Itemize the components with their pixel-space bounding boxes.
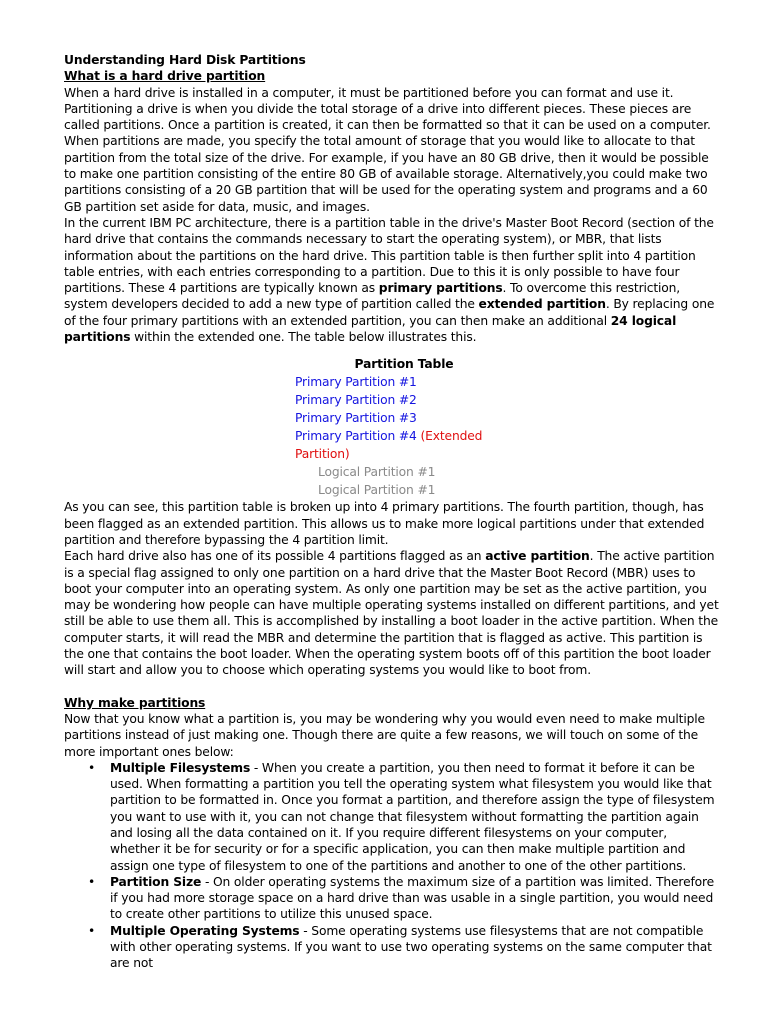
- logical-partition-1: Logical Partition #1: [318, 465, 436, 480]
- paragraph-2-text-e: . By replacing one of the four primary partitions with an extended partition, you can then make an additional: [64, 297, 715, 328]
- term-active-partition: active partition: [485, 549, 590, 564]
- list-item-text: - On older operating systems the maximum size of a partition was limited. Therefore if you had more storage space on a hard drive than was usable in a single partition, you would need to create other partitions to utilize this unused space.: [110, 874, 715, 922]
- list-item-term: Partition Size: [110, 874, 202, 889]
- section-heading-why-partitions: Why make partitions: [64, 695, 206, 710]
- primary-partition-3: Primary Partition #3: [295, 411, 417, 426]
- paragraph-2-text-g: within the extended one. The table below illustrates this.: [130, 330, 477, 345]
- list-item: [110, 923, 720, 972]
- term-extended-partition: extended partition: [478, 297, 606, 312]
- list-item-term: Multiple Filesystems: [110, 760, 251, 775]
- list-item: [110, 874, 720, 923]
- paragraph-5: Now that you know what a partition is, you may be wondering why you would even need to make multiple partitions instead of just making one. Though there are quite a few reasons, we will touch on some of the more important ones below:: [64, 711, 705, 759]
- paragraph-4-text-c: . The active partition is a special flag assigned to only one partition on a hard drive that the Master Boot Record (MBR) uses to boot your computer into an operating system. As only one partition may be set as the active partition, you may be wondering how people can have multiple operating systems installed on different partitions, and yet still be able to use them all. This is accomplished by installing a boot loader in the active partition. When the computer starts, it will read the MBR and determine the partition that is flagged as active. This partition is the one that contains the boot loader. When the operating system boots off of this partition the boot loader will start and allow you to choose which operating systems you would like to boot from.: [64, 549, 719, 678]
- partition-table-title: Partition Table: [354, 357, 454, 372]
- paragraph-4: [64, 548, 720, 678]
- extended-partition-label: (Extended Partition): [295, 429, 483, 462]
- paragraph-1: When a hard drive is installed in a computer, it must be partitioned before you can format and use it. Partitioning a drive is when you divide the total storage of a drive into different pieces. These pieces are called partitions. Once a partition is created, it can then be formatted so that it can be used on a computer. When partitions are made, you specify the total amount of storage that you would like to allocate to that partition from the total size of the drive. For example, if you have an 80 GB drive, then it would be possible to make one partition consisting of the entire 80 GB of available storage. Alternatively,you could make two partitions consisting of a 20 GB partition that will be used for the operating system and programs and a 60 GB partition set aside for data, music, and images.: [64, 85, 711, 214]
- list-item-text: - When you create a partition, you then need to format it before it can be used. When formatting a partition you tell the operating system what filesystem you would like that partition to be formatted in. Once you format a partition, and therefore assign the type of filesystem you want to use with it, you can not change that filesystem without formatting the partition again and losing all the data contained on it. If you require different filesystems on your computer, whether it be for security or for a specific application, you can then make multiple partition and assign one type of filesystem to one of the partitions and another to one of the other partitions.: [110, 760, 715, 873]
- partition-table: [295, 355, 495, 499]
- paragraph-3: As you can see, this partition table is broken up into 4 primary partitions. The fourth partition, though, has been flagged as an extended partition. This allows us to make more logical partitions under that extended partition and therefore bypassing the 4 partition limit.: [64, 500, 705, 547]
- section-heading-what-is-partition: What is a hard drive partition: [64, 69, 266, 84]
- document-body: [64, 52, 720, 972]
- list-item-text: - Some operating systems use filesystems that are not compatible with other operating systems. If you want to use two operating systems on the same computer that are not: [110, 923, 712, 971]
- list-item-term: Multiple Operating Systems: [110, 923, 300, 938]
- primary-partition-4-row: [295, 427, 495, 463]
- logical-partition-2: Logical Partition #1: [318, 483, 436, 498]
- spacer: [64, 679, 720, 695]
- document-title: Understanding Hard Disk Partitions: [64, 53, 306, 67]
- primary-partition-2: Primary Partition #2: [295, 393, 417, 408]
- paragraph-2: [64, 215, 720, 345]
- paragraph-4-text-a: Each hard drive also has one of its possible 4 partitions flagged as an: [64, 549, 486, 564]
- term-logical-partitions: 24 logical partitions: [64, 313, 677, 345]
- term-primary-partitions: primary partitions: [378, 281, 503, 296]
- paragraph-2-text-c: . To overcome this restriction, system developers decided to add a new type of partition called the: [64, 281, 681, 312]
- primary-partition-4: Primary Partition #4: [295, 429, 417, 444]
- reasons-list: [64, 760, 720, 972]
- primary-partition-1: Primary Partition #1: [295, 375, 417, 390]
- list-item: [110, 760, 720, 874]
- paragraph-2-text-a: In the current IBM PC architecture, there is a partition table in the drive's Master Boot Record (section of the hard drive that contains the commands necessary to start the operating system), or MBR, that lists information about the partitions on the hard drive. This partition table is then further split into 4 partition table entries, with each entries corresponding to a partition. Due to this it is only possible to have four partitions. These 4 partitions are typically known as: [64, 215, 714, 296]
